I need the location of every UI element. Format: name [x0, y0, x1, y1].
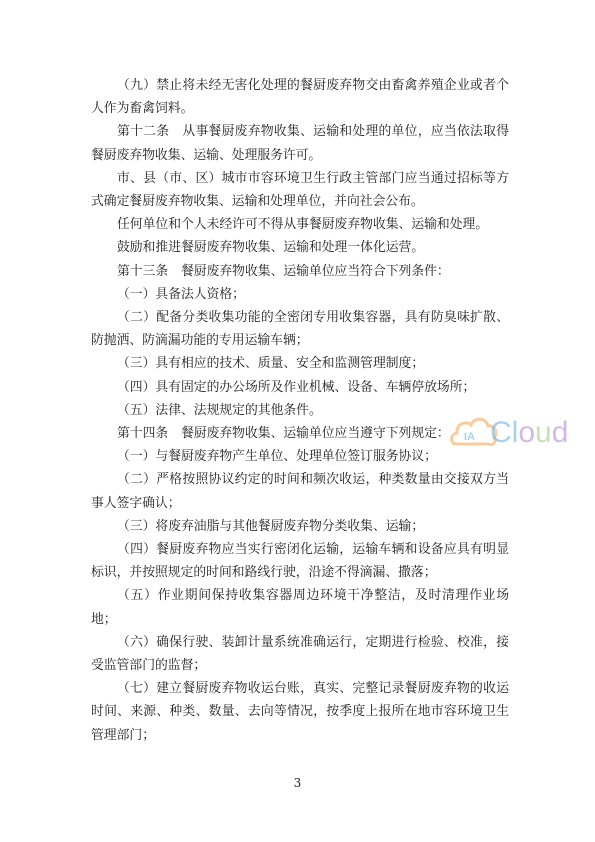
paragraph: （六）确保行驶、装卸计量系统准确运行，定期进行检验、校准，接受监管部门的监督；	[91, 634, 509, 674]
document-body	[91, 74, 509, 747]
paragraph: 鼓励和推进餐厨废弃物收集、运输和处理一体化运营。	[117, 240, 425, 256]
paragraph: （三）将废弃油脂与其他餐厨废弃物分类收集、运输；	[117, 518, 425, 534]
watermark-badge: IA	[464, 431, 475, 443]
paragraph: 任何单位和个人未经许可不得从事餐厨废弃物收集、运输和处理。	[117, 217, 489, 233]
paragraph: （九）禁止将未经无害化处理的餐厨废弃物交由畜禽养殖企业或者个人作为畜禽饲料。	[91, 78, 509, 117]
paragraph: （四）餐厨废弃物应当实行密闭化运输，运输车辆和设备应具有明显标识，并按照规定的时间和路线行驶，沿途不得滴漏、撒落；	[91, 542, 509, 581]
paragraph: （四）具有固定的办公场所及作业机械、设备、车辆停放场所；	[117, 379, 476, 395]
watermark-letter: l	[511, 416, 519, 449]
paragraph: 第十二条 从事餐厨废弃物收集、运输和处理的单位，应当依法取得餐厨废弃物收集、运输、处理服务许可。	[91, 124, 509, 163]
page-number: 3	[293, 776, 302, 790]
watermark-text	[490, 416, 568, 449]
paragraph: 第十三条 餐厨废弃物收集、运输单位应当符合下列条件：	[117, 263, 450, 279]
paragraph: （二）配备分类收集功能的全密闭专用收集容器，具有防臭味扩散、防抛洒、防滴漏功能的专用运输车辆；	[91, 310, 509, 349]
paragraph: （三）具有相应的技术、质量、安全和监测管理制度；	[117, 356, 425, 372]
watermark-letter: C	[490, 416, 512, 449]
paragraph: 市、县（市、区）城市市容环境卫生行政主管部门应当通过招标等方式确定餐厨废弃物收集、运输和处理单位，并向社会公布。	[91, 170, 509, 210]
paragraph: （一）具备法人资格；	[117, 286, 245, 302]
paragraph: （二）严格按照协议约定的时间和频次收运，种类数量由交接双方当事人签字确认；	[91, 472, 509, 511]
watermark-letter: d	[551, 416, 569, 449]
paragraph: （五）法律、法规规定的其他条件。	[117, 402, 322, 418]
cloud-logo-icon	[450, 406, 595, 456]
watermark-letter: o	[518, 416, 536, 449]
paragraph: （七）建立餐厨废弃物收运台账，真实、完整记录餐厨废弃物的收运时间、来源、种类、数量、去向等情况，按季度上报所在地市容环境卫生管理部门；	[91, 681, 509, 743]
watermark-letter: u	[535, 416, 552, 449]
paragraph: （五）作业期间保持收集容器周边环境干净整洁，及时清理作业场地；	[91, 588, 509, 627]
watermark-logo	[450, 406, 595, 456]
paragraph: 第十四条 餐厨废弃物收集、运输单位应当遵守下列规定：	[117, 426, 450, 442]
paragraph: （一）与餐厨废弃物产生单位、处理单位签订服务协议；	[117, 449, 437, 465]
